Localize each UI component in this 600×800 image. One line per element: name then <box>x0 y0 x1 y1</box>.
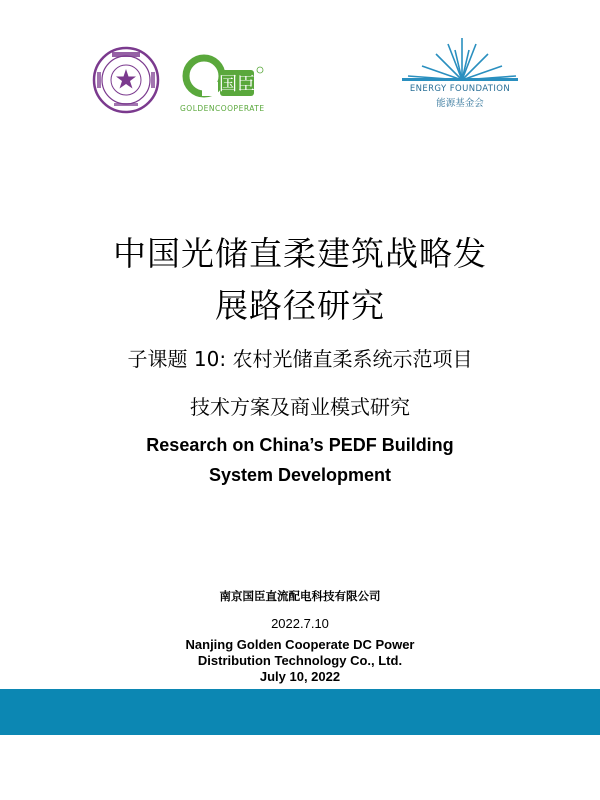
date-english: July 10, 2022 <box>259 669 341 684</box>
main-title-line-2: 展路径研究 <box>215 286 385 325</box>
energy-foundation-en: ENERGY FOUNDATION <box>409 84 511 94</box>
energy-foundation-logo <box>395 36 525 116</box>
organization-name-en-line-2: Distribution Technology Co., Ltd. <box>197 653 403 668</box>
organization-block <box>0 588 600 685</box>
golden-cn-mark: 国臣 <box>219 74 255 95</box>
date-numeric: 2022.7.10 <box>271 616 329 631</box>
footer-color-band <box>0 689 600 735</box>
english-title-line-1: Research on China’s PEDF Building <box>146 435 454 455</box>
energy-foundation-burst-icon <box>400 36 520 82</box>
logo-bar <box>0 0 600 130</box>
title-block <box>0 228 600 490</box>
main-title-line-1: 中国光储直柔建筑战略发 <box>113 234 487 273</box>
organization-name-en <box>0 637 600 669</box>
golden-cooperate-mark-icon <box>180 54 280 104</box>
golden-cooperate-wordmark: GOLDENCOOPERATE <box>180 104 265 113</box>
tsinghua-seal-icon <box>92 46 160 114</box>
subtitle-line-2: 技术方案及商业模式研究 <box>190 395 410 419</box>
english-title-line-2: System Development <box>208 465 392 485</box>
english-title <box>0 430 600 490</box>
energy-foundation-cn: 能源基金会 <box>436 98 484 109</box>
subtitle-line-1: 子课题 10: 农村光储直柔系统示范项目 <box>127 347 473 371</box>
organization-name-cn: 南京国臣直流配电科技有限公司 <box>219 589 381 603</box>
golden-cooperate-logo <box>180 54 290 118</box>
organization-name-en-line-1: Nanjing Golden Cooperate DC Power <box>185 637 415 652</box>
